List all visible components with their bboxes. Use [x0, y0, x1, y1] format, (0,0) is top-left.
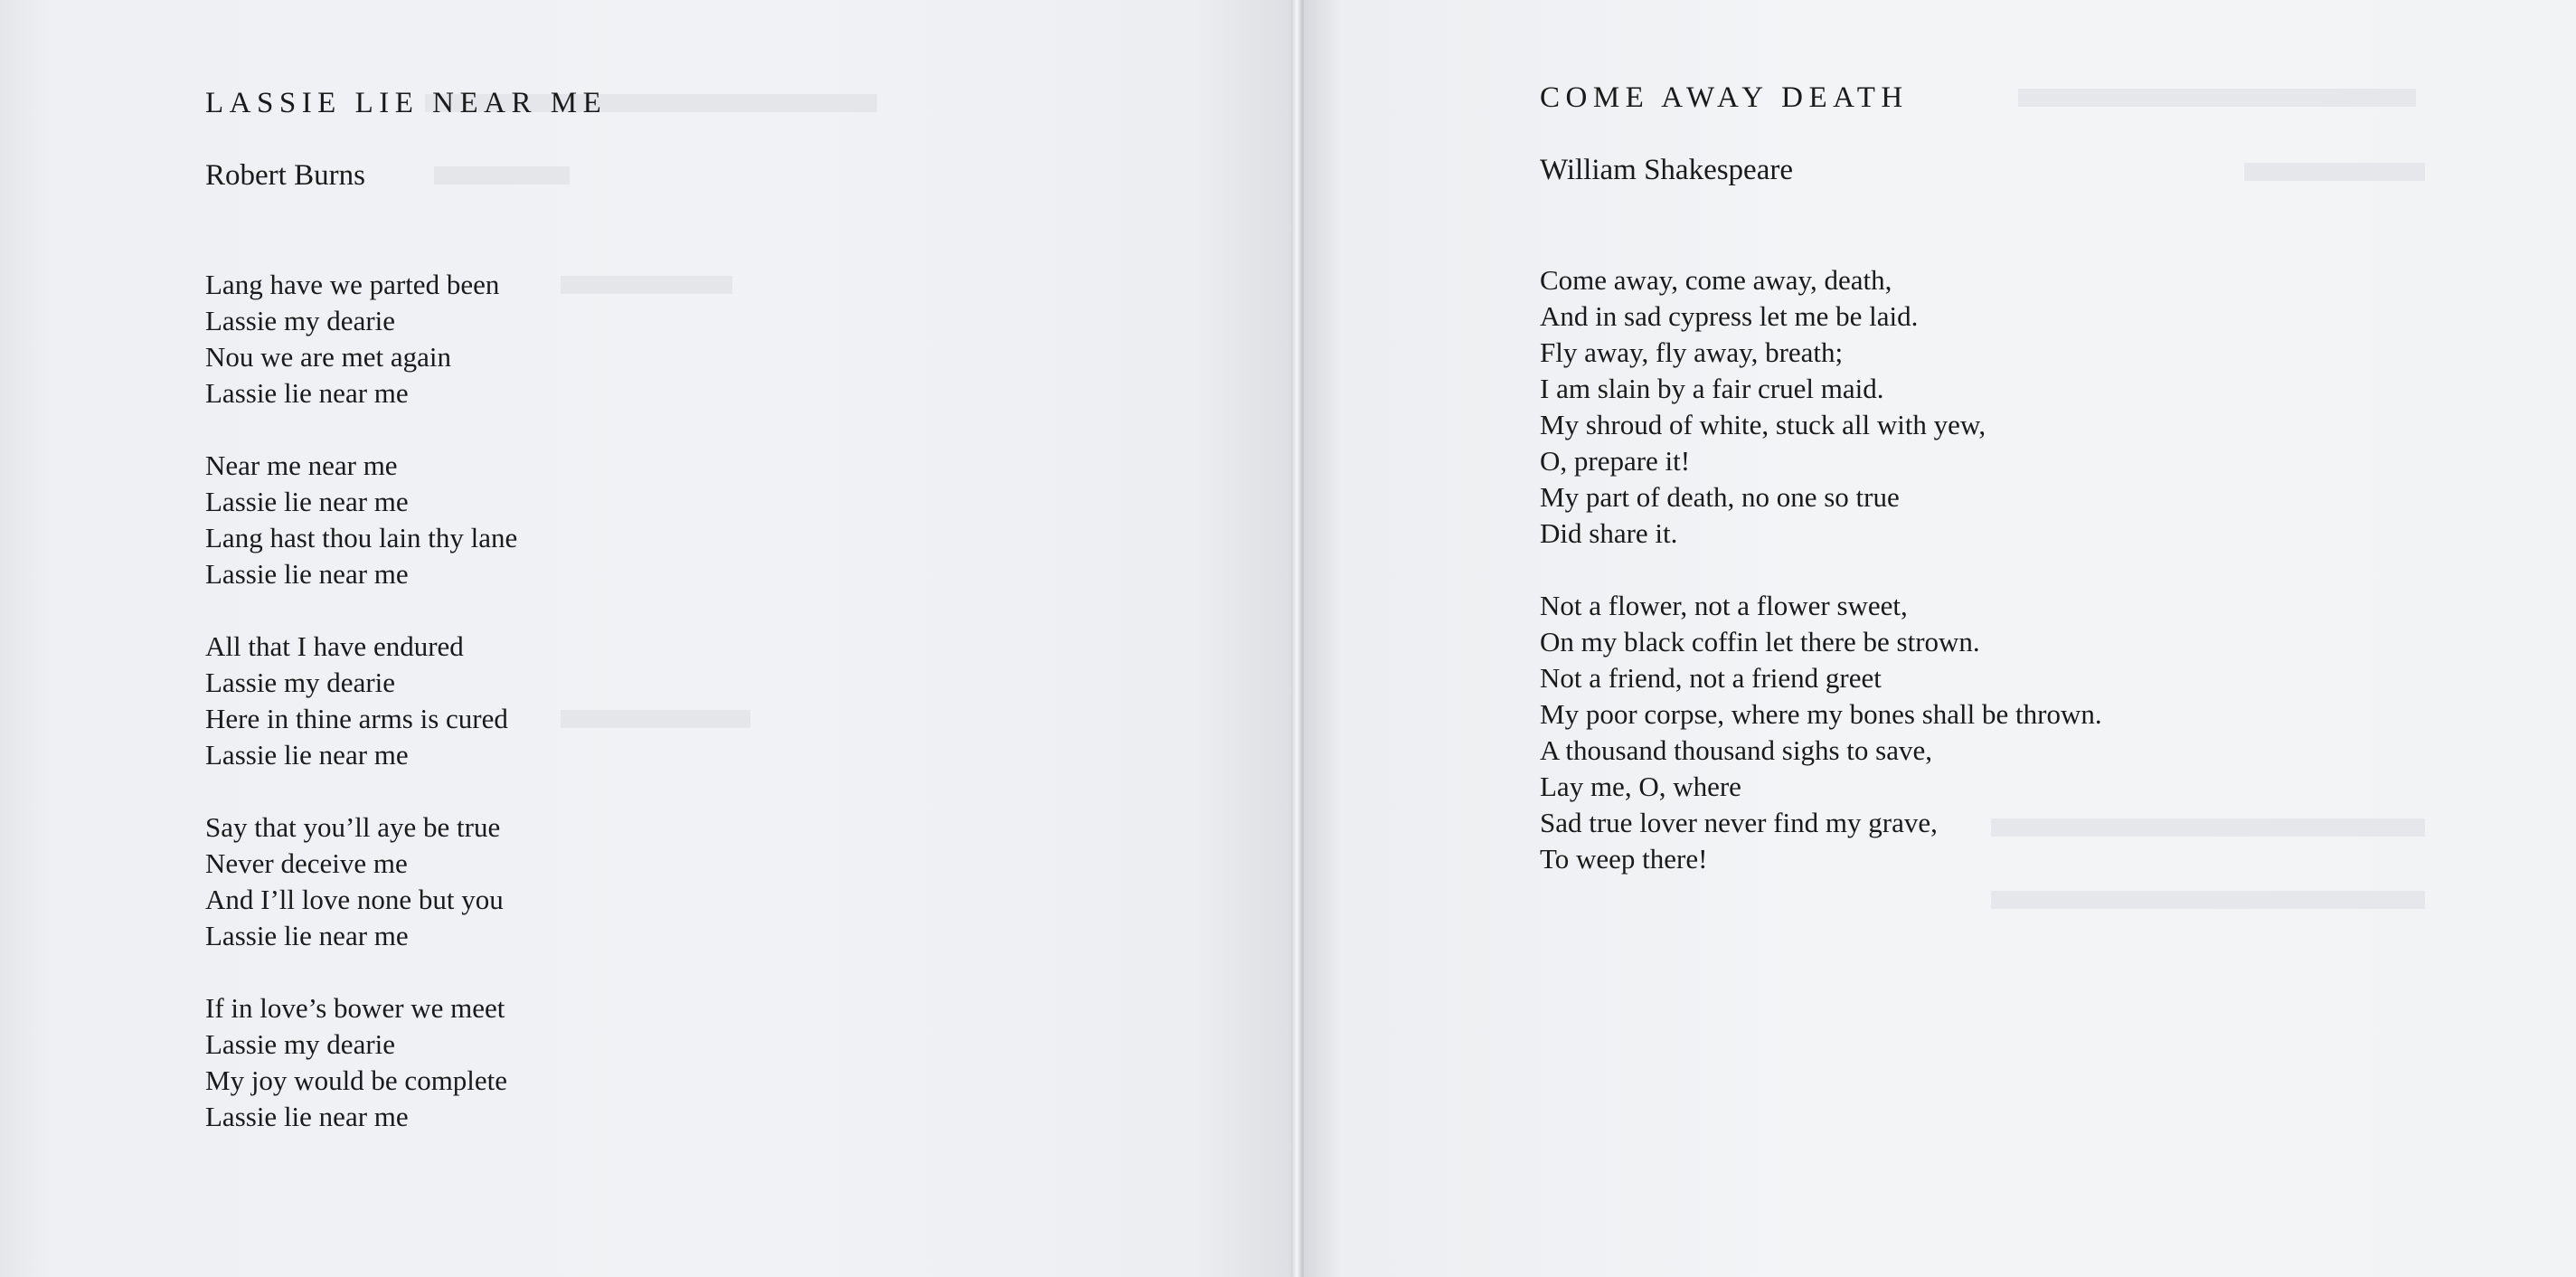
verse-line: Lang have we parted been: [205, 269, 500, 300]
poem-body: [205, 267, 517, 1171]
verse-line: And in sad cypress let me be laid.: [1540, 300, 1919, 332]
stanza: [205, 629, 517, 773]
poem-title: COME AWAY DEATH: [1540, 81, 1909, 114]
verse-line: Come away, come away, death,: [1540, 264, 1892, 296]
poem-author: William Shakespeare: [1540, 154, 1793, 186]
stanza: [205, 448, 517, 592]
verse-line: Lassie lie near me: [205, 920, 409, 951]
verse-line: Lassie my dearie: [205, 1028, 396, 1060]
verse-line: Lay me, O, where: [1540, 771, 1741, 802]
show-through-mark: [561, 710, 750, 728]
show-through-mark: [2244, 163, 2425, 181]
verse-line: If in love’s bower we meet: [205, 992, 505, 1024]
verse-line: O, prepare it!: [1540, 445, 1691, 477]
verse-line: Not a friend, not a friend greet: [1540, 662, 1882, 694]
verse-line: My part of death, no one so true: [1540, 481, 1900, 513]
stanza: [205, 990, 517, 1135]
verse-line: To weep there!: [1540, 843, 1708, 875]
verse-line: Lang hast thou lain thy lane: [205, 522, 518, 553]
verse-line: And I’ll love none but you: [205, 884, 504, 915]
verse-line: Not a flower, not a flower sweet,: [1540, 590, 1908, 621]
stanza: [1540, 588, 2102, 877]
verse-line: Here in thine arms is cured: [205, 703, 508, 734]
verse-line: Lassie my dearie: [205, 667, 396, 698]
stanza: [205, 809, 517, 954]
stanza: [1540, 262, 2102, 552]
show-through-mark: [434, 166, 570, 184]
verse-line: My poor corpse, where my bones shall be thrown.: [1540, 698, 2102, 730]
verse-line: Lassie lie near me: [205, 486, 409, 517]
poem-author: Robert Burns: [205, 159, 365, 192]
verse-line: Lassie lie near me: [205, 1101, 409, 1132]
verse-line: Near me near me: [205, 449, 398, 481]
verse-line: Never deceive me: [205, 847, 408, 879]
verse-line: On my black coffin let there be strown.: [1540, 626, 1980, 657]
verse-line: I am slain by a fair cruel maid.: [1540, 373, 1884, 404]
verse-line: A thousand thousand sighs to save,: [1540, 734, 1932, 766]
verse-line: Lassie lie near me: [205, 558, 409, 590]
verse-line: My shroud of white, stuck all with yew,: [1540, 409, 1986, 440]
verse-line: Sad true lover never find my grave,: [1540, 807, 1938, 838]
verse-line: Nou we are met again: [205, 341, 451, 373]
verse-line: Lassie lie near me: [205, 739, 409, 771]
poem-body: [1540, 262, 2102, 913]
verse-line: Lassie lie near me: [205, 377, 409, 409]
show-through-mark: [2018, 89, 2416, 107]
verse-line: Say that you’ll aye be true: [205, 811, 501, 843]
stanza: [205, 267, 517, 411]
verse-line: All that I have endured: [205, 630, 464, 662]
verse-line: Fly away, fly away, breath;: [1540, 336, 1844, 368]
show-through-mark: [561, 276, 732, 294]
verse-line: Did share it.: [1540, 517, 1678, 549]
poem-title: LASSIE LIE NEAR ME: [205, 87, 608, 119]
verse-line: My joy would be complete: [205, 1064, 508, 1096]
verse-line: Lassie my dearie: [205, 305, 396, 336]
